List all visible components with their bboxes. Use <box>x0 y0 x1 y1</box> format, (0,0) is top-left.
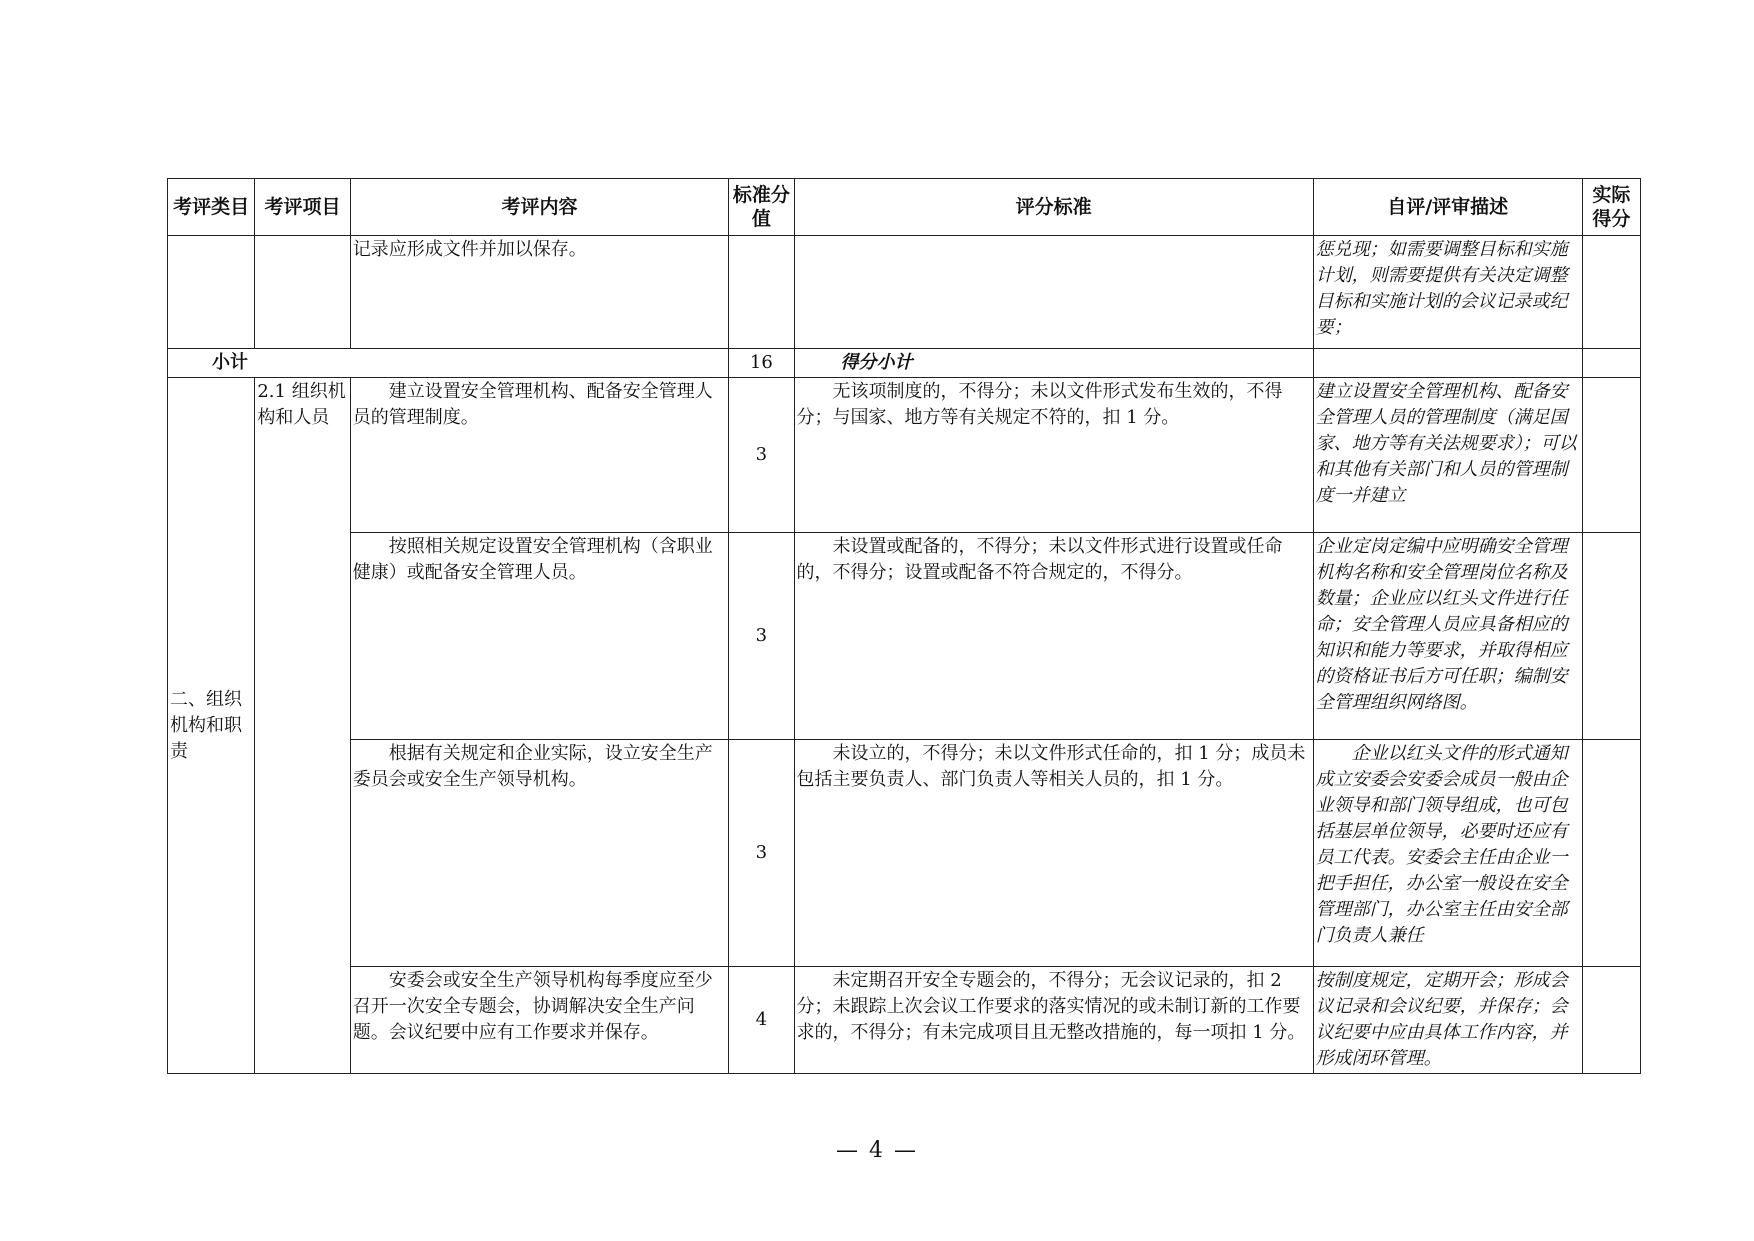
actual-score-cell <box>1582 967 1640 1074</box>
table-row <box>168 967 1641 1074</box>
header-criteria: 评分标准 <box>794 179 1313 236</box>
cell-actual-empty <box>1582 236 1640 349</box>
subtotal-criteria: 得分小计 <box>794 349 1313 378</box>
cell-self-review: 惩兑现；如需要调整目标和实施计划，则需要提供有关决定调整目标和实施计划的会议记录或纪要； <box>1313 236 1582 349</box>
score-cell: 3 <box>729 533 794 740</box>
table-row-continued <box>168 236 1641 349</box>
score-cell: 3 <box>729 740 794 967</box>
content-cell: 安委会或安全生产领导机构每季度应至少召开一次安全专题会，协调解决安全生产问题。会议纪要中应有工作要求并保存。 <box>350 967 729 1074</box>
header-category: 考评类目 <box>168 179 255 236</box>
header-actual-score: 实际得分 <box>1582 179 1640 236</box>
score-cell: 4 <box>729 967 794 1074</box>
criteria-cell: 未设立的，不得分；未以文件形式任命的，扣 1 分；成员未包括主要负责人、部门负责人等相关人员的，扣 1 分。 <box>794 740 1313 967</box>
header-self-review: 自评/评审描述 <box>1313 179 1582 236</box>
cell-content: 记录应形成文件并加以保存。 <box>350 236 729 349</box>
subtotal-label: 小计 <box>168 349 729 378</box>
table-header-row <box>168 179 1641 236</box>
subtotal-self-review-empty <box>1313 349 1582 378</box>
subtotal-row <box>168 349 1641 378</box>
self-review-cell: 建立设置安全管理机构、配备安全管理人员的管理制度（满足国家、地方等有关法规要求）；可以和其他有关部门和人员的管理制度一并建立 <box>1313 378 1582 533</box>
cell-item-empty <box>255 236 350 349</box>
table-row <box>168 378 1641 533</box>
table-row <box>168 740 1641 967</box>
content-cell: 建立设置安全管理机构、配备安全管理人员的管理制度。 <box>350 378 729 533</box>
self-review-cell: 企业定岗定编中应明确安全管理机构名称和安全管理岗位名称及数量；企业应以红头文件进行任命；安全管理人员应具备相应的知识和能力等要求，并取得相应的资格证书后方可任职；编制安全管理组织网络图。 <box>1313 533 1582 740</box>
actual-score-cell <box>1582 533 1640 740</box>
self-review-cell: 企业以红头文件的形式通知成立安委会安委会成员一般由企业领导和部门领导组成，也可包括基层单位领导，必要时还应有员工代表。安委会主任由企业一把手担任，办公室一般设在安全管理部门，办公室主任由安全部门负责人兼任 <box>1313 740 1582 967</box>
criteria-cell: 未设置或配备的，不得分；未以文件形式进行设置或任命的，不得分；设置或配备不符合规定的，不得分。 <box>794 533 1313 740</box>
subtotal-actual-empty <box>1582 349 1640 378</box>
subtotal-score: 16 <box>729 349 794 378</box>
content-cell: 按照相关规定设置安全管理机构（含职业健康）或配备安全管理人员。 <box>350 533 729 740</box>
category-cell: 二、组织机构和职责 <box>168 378 255 1074</box>
evaluation-table <box>167 178 1641 1074</box>
cell-score-empty <box>729 236 794 349</box>
self-review-cell: 按制度规定，定期开会；形成会议记录和会议纪要，并保存；会议纪要中应由具体工作内容，并形成闭环管理。 <box>1313 967 1582 1074</box>
header-standard-score: 标准分值 <box>729 179 794 236</box>
header-item: 考评项目 <box>255 179 350 236</box>
score-cell: 3 <box>729 378 794 533</box>
actual-score-cell <box>1582 740 1640 967</box>
content-cell: 根据有关规定和企业实际，设立安全生产委员会或安全生产领导机构。 <box>350 740 729 967</box>
header-content: 考评内容 <box>350 179 729 236</box>
cell-category-empty <box>168 236 255 349</box>
item-cell: 2.1 组织机构和人员 <box>255 378 350 1074</box>
criteria-cell: 未定期召开安全专题会的，不得分；无会议记录的，扣 2 分；未跟踪上次会议工作要求的落实情况的或未制订新的工作要求的，不得分；有未完成项目且无整改措施的，每一项扣 1 分。 <box>794 967 1313 1074</box>
criteria-cell: 无该项制度的，不得分；未以文件形式发布生效的，不得分；与国家、地方等有关规定不符的，扣 1 分。 <box>794 378 1313 533</box>
cell-criteria-empty <box>794 236 1313 349</box>
table-row <box>168 533 1641 740</box>
actual-score-cell <box>1582 378 1640 533</box>
page-number: — 4 — <box>836 1138 918 1163</box>
